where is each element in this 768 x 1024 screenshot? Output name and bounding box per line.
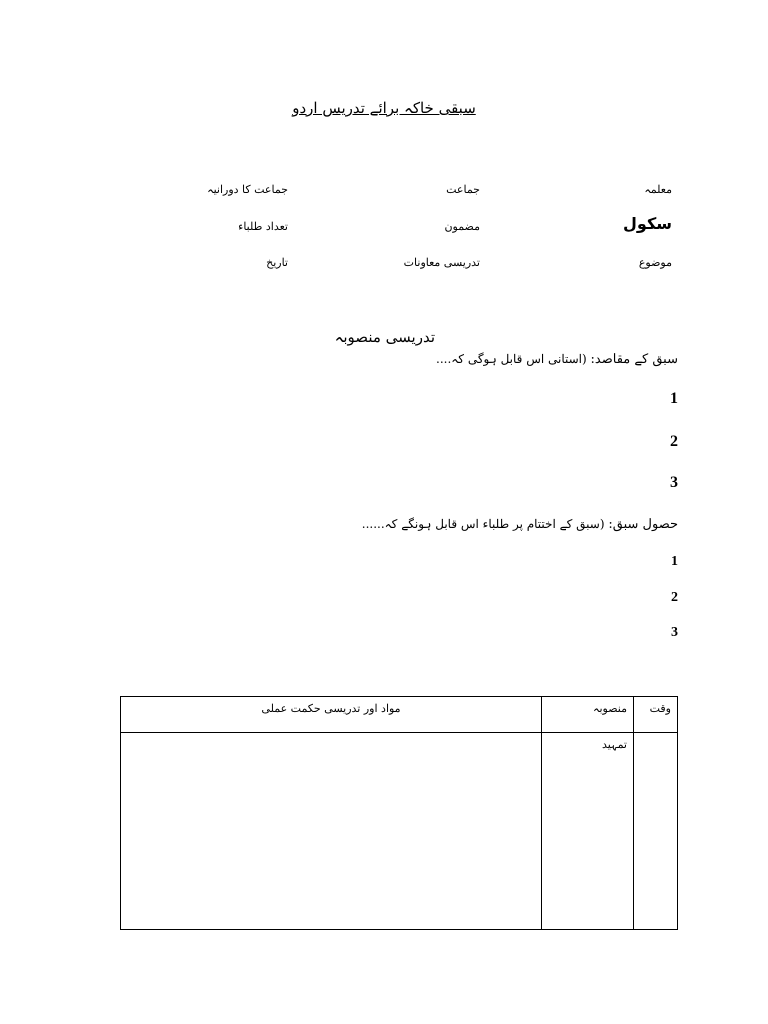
outcomes-text: (سبق کے اختتام پر طلباء اس قابل ہونگے کہ...... [361, 517, 609, 531]
field-teacher: معلمہ [644, 183, 672, 196]
outcome-number: 2 [671, 590, 678, 605]
cell-time [634, 733, 678, 930]
outcome-number: 1 [671, 554, 678, 569]
field-teaching-aids: تدریسی معاونات [403, 256, 480, 269]
header-time: وقت [634, 697, 678, 733]
objectives-lead: سبق کے مقاصد: [590, 352, 678, 367]
field-subject: مضمون [444, 220, 480, 233]
table-header-row [121, 697, 678, 733]
document-title: سبقی خاکہ برائے تدریس اردو [292, 99, 476, 117]
cell-plan: تمہید [542, 733, 634, 930]
outcomes-paragraph [362, 517, 678, 532]
header-material: مواد اور تدریسی حکمت عملی [121, 697, 542, 733]
header-plan: منصوبہ [542, 697, 634, 733]
objective-number: 1 [670, 390, 678, 407]
outcome-number: 3 [671, 625, 678, 640]
table-row [121, 733, 678, 930]
field-class-duration: جماعت کا دورانیہ [207, 183, 288, 196]
objectives-text: (استانی اس قابل ہوگی کہ.... [436, 352, 591, 366]
plan-title: تدریسی منصوبہ [334, 328, 435, 346]
outcomes-lead: حصول سبق: [608, 517, 678, 532]
objectives-paragraph [436, 352, 678, 367]
field-class: جماعت [446, 183, 480, 196]
field-school: سکول [623, 214, 672, 233]
field-date: تاریخ [266, 256, 288, 269]
field-topic: موضوع [638, 256, 672, 269]
objective-number: 2 [670, 433, 678, 450]
cell-material [121, 733, 542, 930]
objective-number: 3 [670, 474, 678, 491]
lesson-plan-table [120, 696, 678, 930]
field-student-count: تعداد طلباء [238, 220, 288, 233]
